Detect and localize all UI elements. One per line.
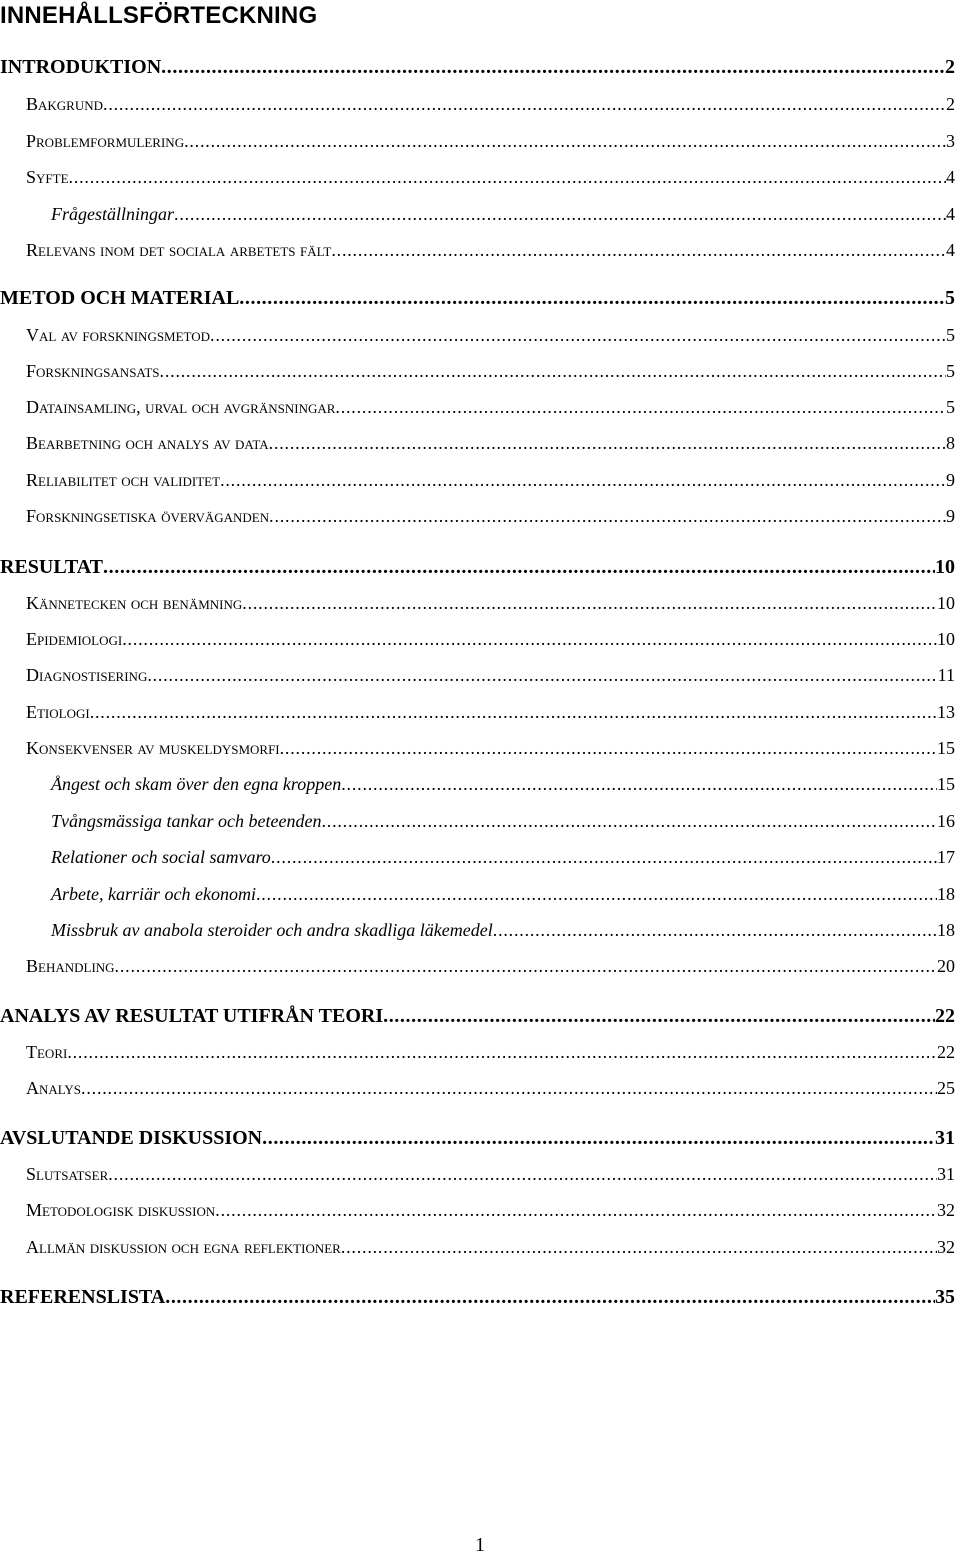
dot-leader — [122, 629, 937, 650]
toc-entry[interactable] — [0, 1127, 955, 1155]
toc-entry-label: Behandling — [26, 956, 115, 976]
dot-leader — [331, 240, 946, 261]
toc-entry-page: 31 — [937, 1164, 955, 1184]
dot-leader — [335, 397, 946, 418]
toc-entry-label: Relationer och social samvaro — [51, 847, 271, 867]
toc-entry-page: 3 — [946, 131, 955, 151]
toc-entry-page: 18 — [937, 920, 955, 940]
toc-entry[interactable] — [0, 1200, 955, 1228]
toc-entry[interactable] — [0, 556, 955, 584]
toc-entry-page: 9 — [946, 470, 955, 490]
toc-entry[interactable] — [0, 774, 955, 802]
dot-leader — [165, 1286, 935, 1309]
toc-entry-page: 18 — [937, 884, 955, 904]
toc-entry-label: REFERENSLISTA — [0, 1286, 166, 1308]
toc-entry[interactable] — [0, 240, 955, 268]
toc-entry-page: 25 — [937, 1078, 955, 1098]
toc-entry-label: ANALYS AV RESULTAT UTIFRÅN TEORI — [0, 1005, 384, 1027]
toc-entry-page: 10 — [937, 593, 955, 613]
toc-entry-label: Teori — [26, 1042, 68, 1062]
toc-entry-page: 22 — [937, 1042, 955, 1062]
toc-entry[interactable] — [0, 325, 955, 353]
toc-entry-page: 4 — [946, 204, 955, 224]
toc-entry[interactable] — [0, 433, 955, 461]
toc-entry-page: 15 — [937, 774, 955, 794]
toc-entry-label: Etiologi — [26, 702, 90, 722]
toc-entry[interactable] — [0, 131, 955, 159]
dot-leader — [160, 361, 946, 382]
toc-entry-label: Forskningsansats — [26, 361, 160, 381]
dot-leader — [220, 470, 946, 491]
toc-entry[interactable] — [0, 506, 955, 534]
toc-entry-page: 9 — [946, 506, 955, 526]
toc-entry-label: Val av forskningsmetod — [26, 325, 211, 345]
toc-entry-label: Forskningsetiska överväganden — [26, 506, 270, 526]
toc-entry-label: Allmän diskussion och egna reflektioner — [26, 1237, 341, 1257]
toc-entry-page: 32 — [937, 1200, 955, 1220]
toc-entry[interactable] — [0, 629, 955, 657]
dot-leader — [184, 131, 946, 152]
dot-leader — [262, 1127, 935, 1150]
toc-entry[interactable] — [0, 56, 955, 84]
page-number: 1 — [475, 1534, 485, 1556]
dot-leader — [210, 325, 946, 346]
dot-leader — [280, 738, 937, 759]
toc-entry-label: Reliabilitet och validitet — [26, 470, 221, 490]
toc-entry-label: AVSLUTANDE DISKUSSION — [0, 1127, 263, 1149]
toc-entry-page: 4 — [946, 240, 955, 260]
toc-entry-page: 22 — [935, 1005, 955, 1027]
dot-leader — [115, 956, 937, 977]
dot-leader — [108, 1164, 937, 1185]
toc-entry-page: 2 — [945, 56, 955, 78]
toc-entry-label: Syfte — [26, 167, 69, 187]
toc-entry-page: 32 — [937, 1237, 955, 1257]
toc-entry-page: 2 — [946, 94, 955, 114]
toc-entry[interactable] — [0, 702, 955, 730]
toc-entry-label: Diagnostisering — [26, 665, 148, 685]
toc-entry-label: INTRODUKTION — [0, 56, 162, 78]
toc-entry-label: Missbruk av anabola steroider och andra skadliga läkemedel — [51, 920, 493, 940]
toc-entry-page: 8 — [946, 433, 955, 453]
toc-entry-page: 5 — [946, 397, 955, 417]
dot-leader — [341, 1237, 937, 1258]
toc-entry-label: Frågeställningar — [51, 204, 175, 224]
dot-leader — [269, 433, 946, 454]
dot-leader — [321, 811, 937, 832]
dot-leader — [493, 920, 937, 941]
dot-leader — [69, 167, 946, 188]
toc-entry[interactable] — [0, 204, 955, 232]
toc-entry-page: 31 — [935, 1127, 955, 1149]
dot-leader — [147, 665, 937, 686]
toc-entry[interactable] — [0, 167, 955, 195]
toc-entry-label: Epidemiologi — [26, 629, 123, 649]
toc-entry-label: RESULTAT — [0, 556, 104, 578]
toc-entry[interactable] — [0, 470, 955, 498]
dot-leader — [103, 556, 935, 579]
dot-leader — [341, 774, 937, 795]
dot-leader — [242, 593, 937, 614]
dot-leader — [81, 1078, 937, 1099]
toc-entry[interactable] — [0, 1005, 955, 1033]
toc-entry-label: Bearbetning och analys av data — [26, 433, 269, 453]
toc-entry[interactable] — [0, 593, 955, 621]
toc-entry-page: 5 — [946, 361, 955, 381]
toc-entry-page: 5 — [945, 287, 955, 309]
toc-entry-page: 17 — [937, 847, 955, 867]
toc-entry-page: 11 — [937, 665, 955, 685]
dot-leader — [103, 94, 946, 115]
dot-leader — [383, 1005, 935, 1028]
toc-entry-label: METOD OCH MATERIAL — [0, 287, 240, 309]
toc-entry[interactable] — [0, 361, 955, 389]
toc-entry-page: 15 — [937, 738, 955, 758]
toc-entry[interactable] — [0, 738, 955, 766]
dot-leader — [271, 847, 937, 868]
toc-entry-label: Datainsamling, urval och avgränsningar — [26, 397, 336, 417]
toc-entry[interactable] — [0, 94, 955, 122]
toc-entry-page: 5 — [946, 325, 955, 345]
toc-entry-page: 16 — [937, 811, 955, 831]
dot-leader — [215, 1200, 937, 1221]
toc-entry-page: 35 — [935, 1286, 955, 1308]
dot-leader — [174, 204, 946, 225]
toc-entry[interactable] — [0, 1164, 955, 1192]
toc-entry-label: Konsekvenser av muskeldysmorfi — [26, 738, 280, 758]
dot-leader — [239, 287, 945, 310]
toc-entry[interactable] — [0, 956, 955, 984]
dot-leader — [256, 884, 937, 905]
toc-entry-label: Metodologisk diskussion — [26, 1200, 216, 1220]
toc-entry-label: Slutsatser — [26, 1164, 109, 1184]
toc-entry-page: 20 — [937, 956, 955, 976]
dot-leader — [161, 56, 945, 79]
toc-entry[interactable] — [0, 1237, 955, 1265]
toc-entry[interactable] — [0, 1078, 955, 1106]
toc-entry[interactable] — [0, 397, 955, 425]
toc-entry[interactable] — [0, 884, 955, 912]
toc-entry-label: Bakgrund — [26, 94, 104, 114]
toc-entry[interactable] — [0, 665, 955, 693]
toc-entry-page: 10 — [935, 556, 955, 578]
toc-entry[interactable] — [0, 847, 955, 875]
toc-entry-label: Ångest och skam över den egna kroppen — [51, 774, 342, 794]
toc-entry[interactable] — [0, 287, 955, 315]
dot-leader — [269, 506, 946, 527]
toc-entry-page: 13 — [937, 702, 955, 722]
toc-entry-label: Kännetecken och benämning — [26, 593, 243, 613]
dot-leader — [67, 1042, 937, 1063]
dot-leader — [90, 702, 937, 723]
toc-entry-label: Relevans inom det sociala arbetets fält — [26, 240, 332, 260]
toc-entry[interactable] — [0, 1042, 955, 1070]
toc-title: INNEHÅLLSFÖRTECKNING — [0, 2, 318, 29]
toc-entry[interactable] — [0, 1286, 955, 1314]
toc-entry[interactable] — [0, 811, 955, 839]
toc-entry-label: Tvångsmässiga tankar och beteenden — [51, 811, 322, 831]
toc-entry-label: Problemformulering — [26, 131, 185, 151]
toc-entry[interactable] — [0, 920, 955, 948]
toc-entry-page: 10 — [937, 629, 955, 649]
toc-entry-label: Analys — [26, 1078, 82, 1098]
toc-entry-page: 4 — [946, 167, 955, 187]
toc-entry-label: Arbete, karriär och ekonomi — [51, 884, 256, 904]
